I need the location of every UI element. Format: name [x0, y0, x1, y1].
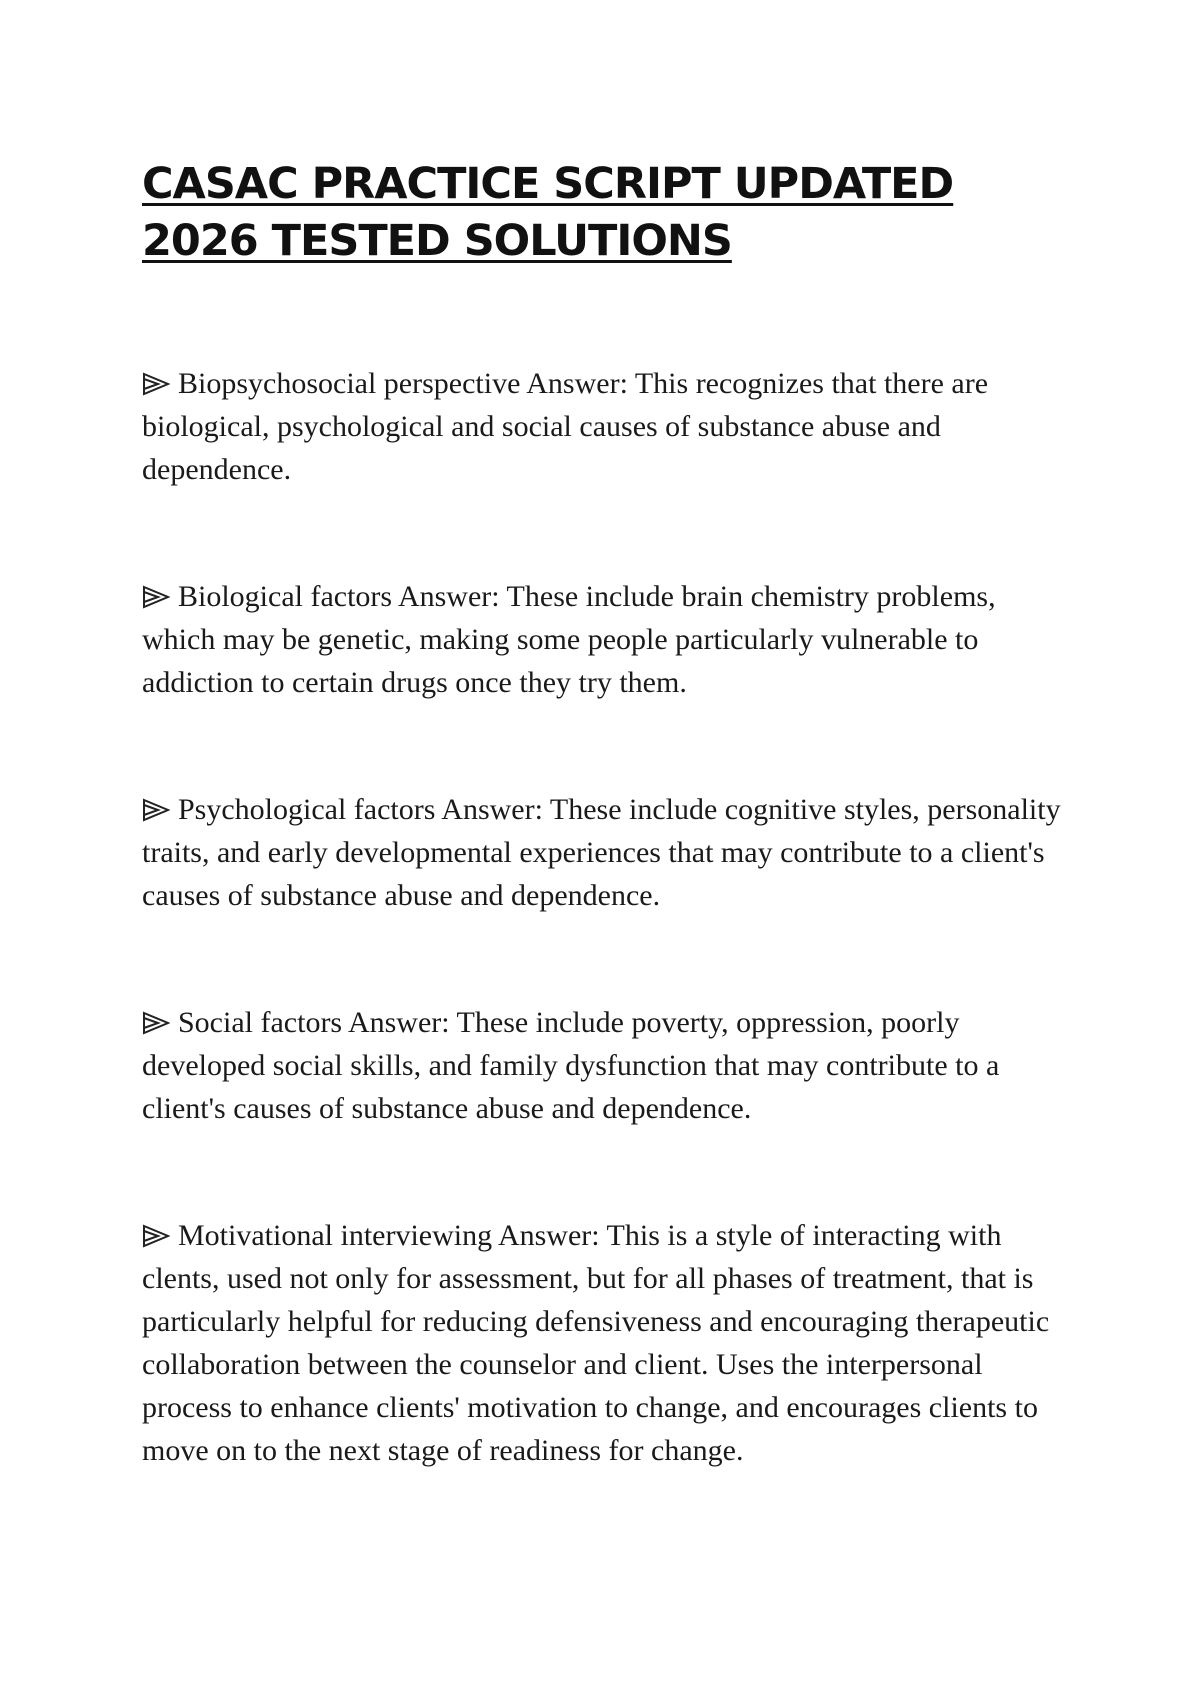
arrow-bullet-icon: [142, 1001, 178, 1044]
qa-entry-text: Social factors Answer: These include poverty, oppression, poorly developed social skills, and family dysfunction that may contribute to a client's causes of substance abuse and dependence.: [142, 1006, 1000, 1125]
qa-list: [142, 362, 1062, 1556]
arrow-bullet-icon: [142, 575, 178, 618]
qa-entry: [142, 362, 1062, 491]
qa-entry-text: Psychological factors Answer: These include cognitive styles, personality traits, and early developmental experiences that may contribute to a client's causes of substance abuse and dependence.: [142, 793, 1061, 912]
document-title: CASAC PRACTICE SCRIPT UPDATED 2026 TESTED SOLUTIONS: [142, 159, 954, 266]
arrow-bullet-icon: [142, 788, 178, 831]
qa-entry-text: Biopsychosocial perspective Answer: This recognizes that there are biological, psychological and social causes of substance abuse and dependence.: [142, 367, 989, 486]
qa-entry: [142, 788, 1062, 917]
arrow-bullet-icon: [142, 1214, 178, 1257]
qa-entry: [142, 575, 1062, 704]
qa-entry: [142, 1214, 1062, 1472]
qa-entry-text: Biological factors Answer: These include brain chemistry problems, which may be genetic, making some people particularly vulnerable to addiction to certain drugs once they try them.: [142, 580, 996, 699]
qa-entry: [142, 1001, 1062, 1130]
qa-entry-text: Motivational interviewing Answer: This is a style of interacting with clents, used not only for assessment, but for all phases of treatment, that is particularly helpful for reducing defensiveness and encouraging therapeutic collaboration between the counselor and client. Uses the interpersonal process to enhance clients' motivation to change, and encourages clients to move on to the next stage of readiness for change.: [142, 1219, 1050, 1467]
arrow-bullet-icon: [142, 362, 178, 405]
